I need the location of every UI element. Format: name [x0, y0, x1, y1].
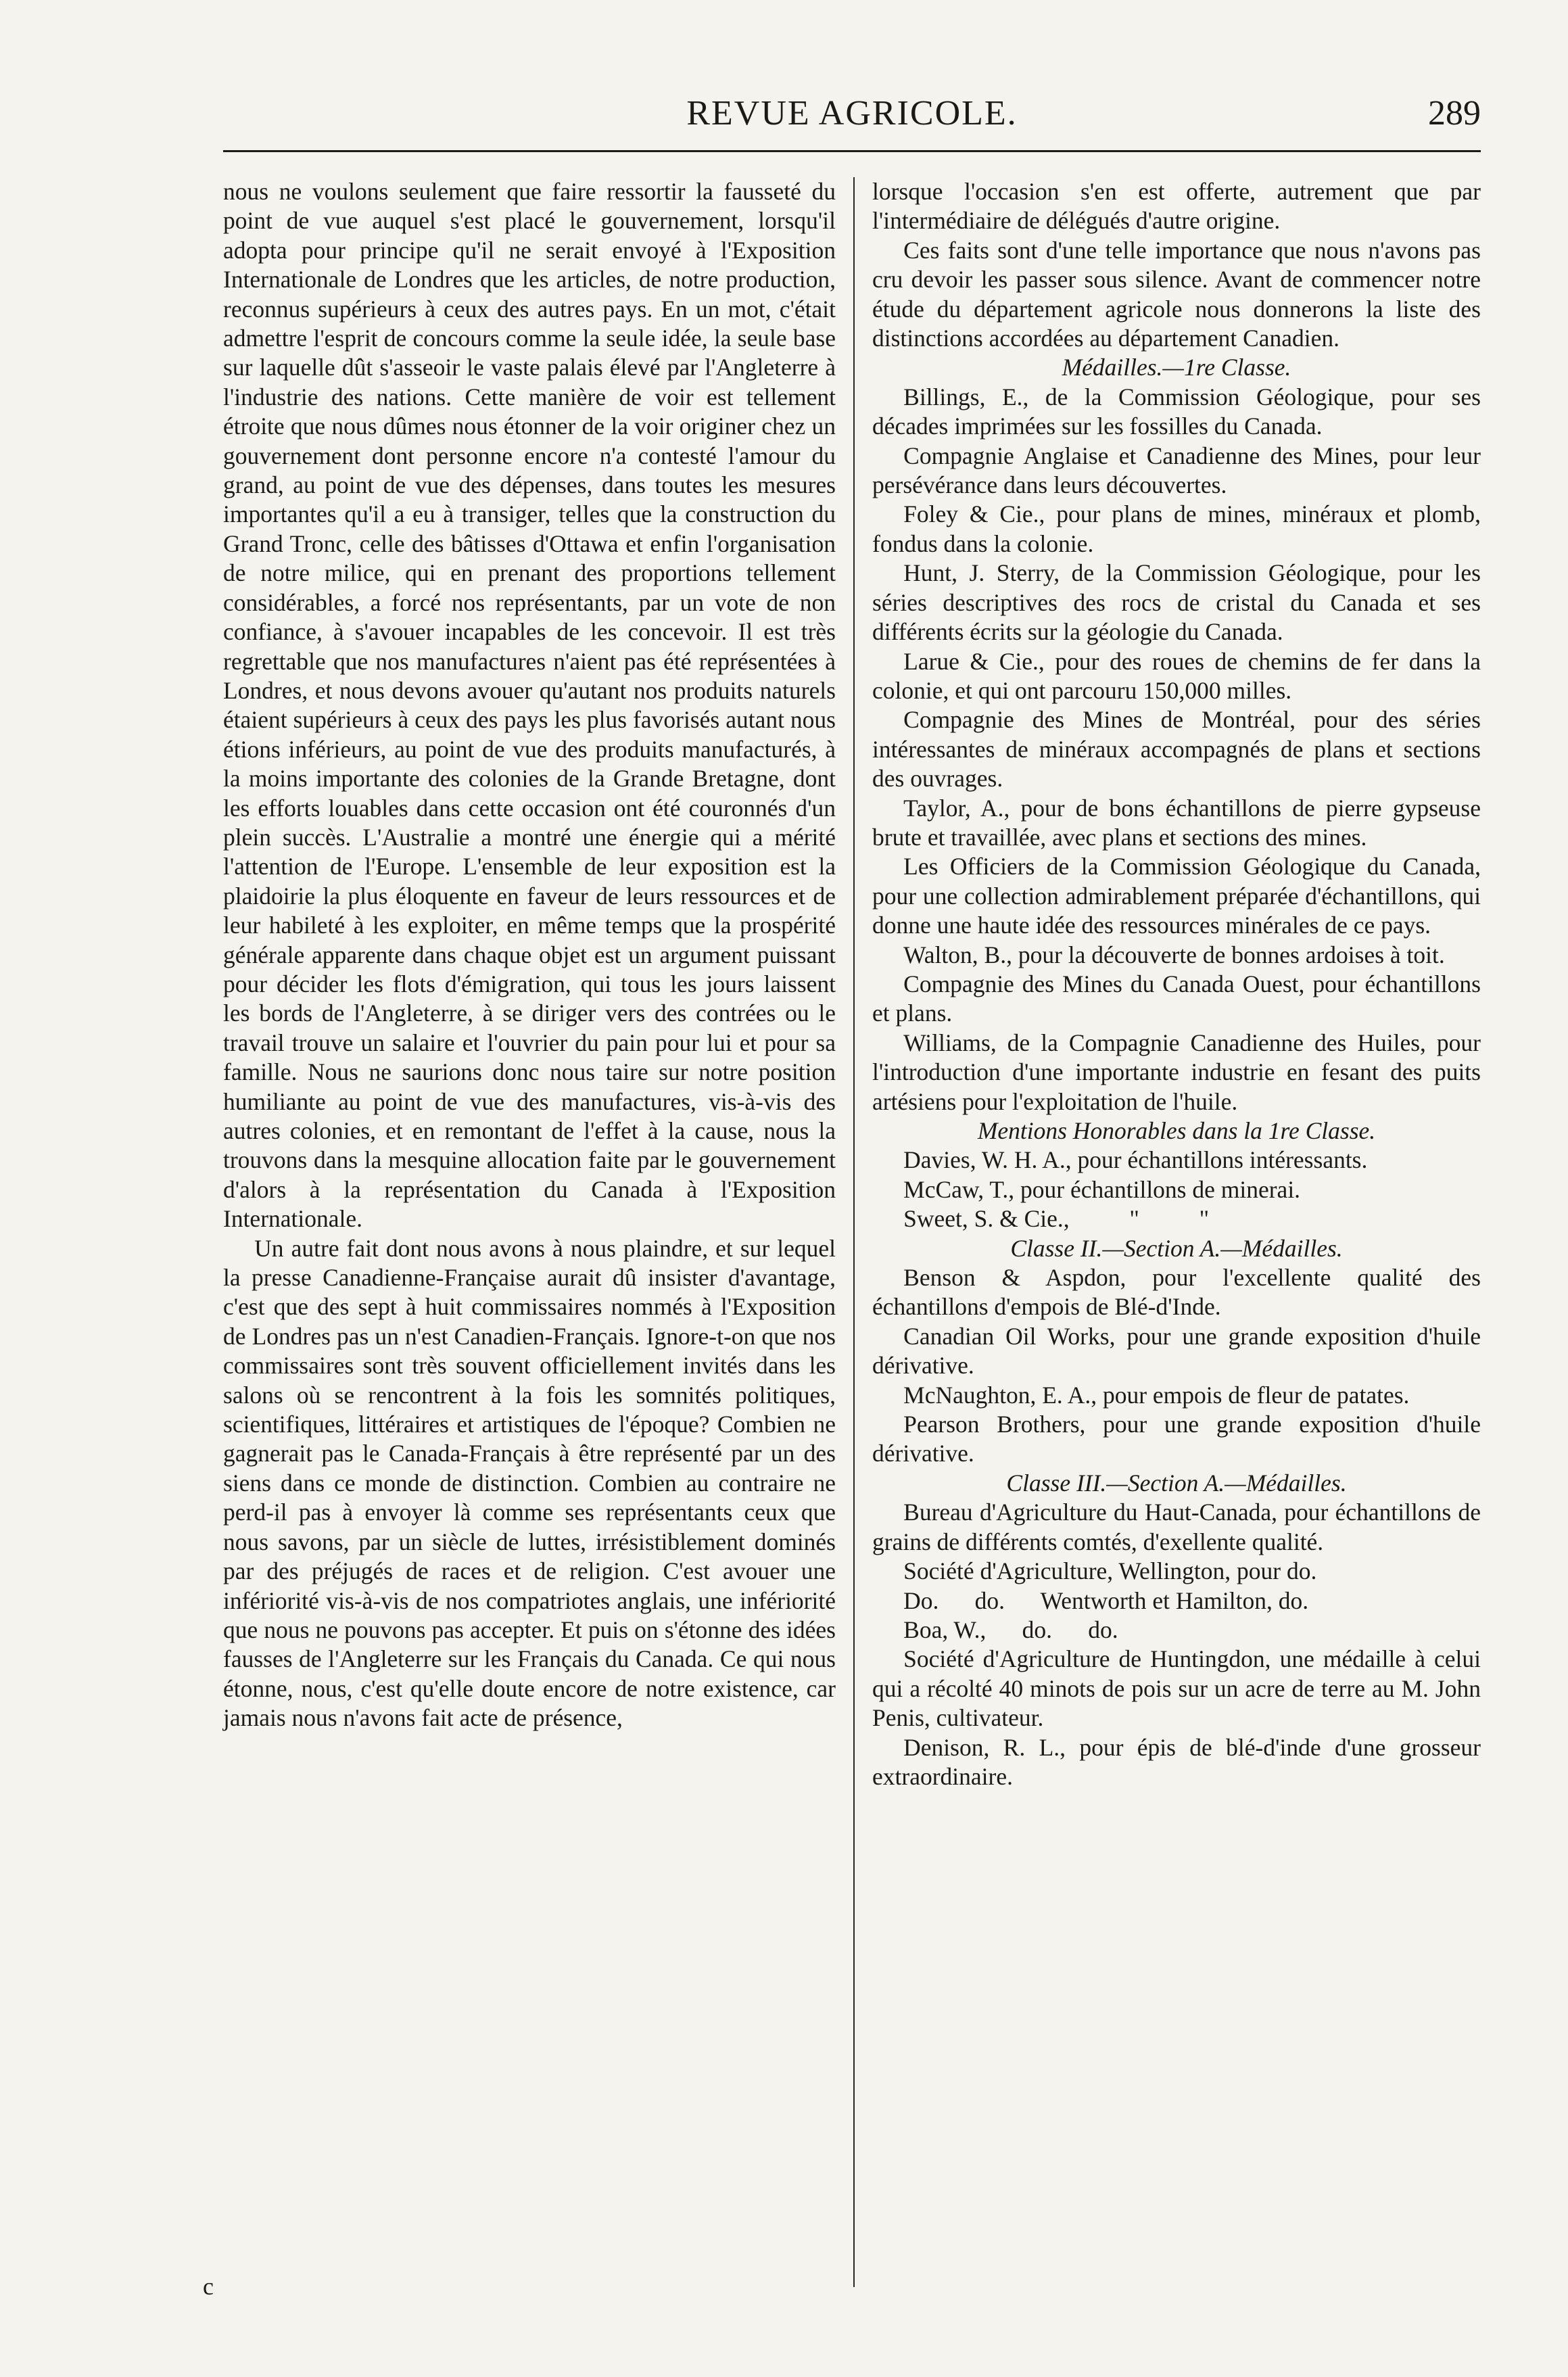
section-heading-classe-3: Classe III.—Section A.—Médailles. [1006, 1469, 1347, 1497]
page-number: 289 [1428, 94, 1481, 133]
section-heading-classe-2: Classe II.—Section A.—Médailles. [1010, 1234, 1343, 1262]
paragraph: Un autre fait dont nous avons à nous plaindre, et sur lequel la presse Canadienne-Française aurait dû insister d'avantage, c'est que des sept à huit commissaires nommés à l'Exposition de Londres pas un n'est Canadien-Français. Ignore-t-on que nos commissaires sont très souvent officiellement invités dans les salons où se rencontrent à la fois les somnités politiques, scientifiques, littéraires et artistiques de l'époque? Combien ne gagnerait pas le Canada-Français à être représenté par un des siens dans ce monde de distinction. Combien au contraire ne perd-il pas à envoyer là comme ses représentants ceux que nous savons, par un siècle de luttes, irrésistiblement dominés par des préjugés de races et de religion. C'est avouer une infériorité vis-à-vis de nos compatriotes anglais, une infériorité que nous ne pouvons pas accepter. Et puis on s'étonne des idées fausses de l'Angleterre sur les Français du Canada. Ce qui nous étonne, nous, c'est qu'elle doute encore de notre existence, car jamais nous n'avons fait acte de présence, [223, 1234, 836, 1732]
running-header [223, 87, 1481, 141]
paragraph: Ces faits sont d'une telle importance que nous n'avons pas cru devoir les passer sous silence. Avant de commencer notre étude du département agricole nous donnerons la liste des distinctions accordées au département Canadien. [872, 236, 1481, 352]
award-entry: Taylor, A., pour de bons échantillons de pierre gypseuse brute et travaillée, avec plans et sections des mines. [872, 794, 1481, 851]
award-entry: Boa, W., do. do. [903, 1616, 1118, 1643]
award-entry: Denison, R. L., pour épis de blé-d'inde d'une grosseur extraordinaire. [872, 1733, 1481, 1790]
award-entry: Société d'Agriculture, Wellington, pour do. [903, 1557, 1317, 1585]
award-entry: Pearson Brothers, pour une grande exposition d'huile dérivative. [872, 1411, 1481, 1467]
award-entry: Société d'Agriculture de Huntingdon, une médaille à celui qui a récolté 40 minots de pois sur un acre de terre au M. John Penis, cultivateur. [872, 1645, 1481, 1732]
margin-mark: c [203, 2273, 214, 2300]
paragraph: lorsque l'occasion s'en est offerte, autrement que par l'intermédiaire de délégués d'autre origine. [872, 178, 1481, 235]
award-entry: McCaw, T., pour échantillons de minerai. [903, 1175, 1301, 1203]
left-column [223, 177, 836, 1733]
column-divider [853, 177, 855, 2287]
award-entry: Davies, W. H. A., pour échantillons intéressants. [903, 1146, 1368, 1174]
award-entry: Les Officiers de la Commission Géologique du Canada, pour une collection admirablement préparée d'échantillons, qui donne une haute idée des ressources minérales de ce pays. [872, 853, 1481, 939]
award-entry: Walton, B., pour la découverte de bonnes ardoises à toit. [903, 941, 1445, 968]
header-rule [223, 150, 1481, 152]
award-entry: Williams, de la Compagnie Canadienne des Huiles, pour l'introduction d'une importante industrie en fesant des puits artésiens pour l'exploitation de l'huile. [872, 1029, 1481, 1115]
award-entry: Compagnie des Mines du Canada Ouest, pour échantillons et plans. [872, 970, 1481, 1027]
award-entry: Compagnie des Mines de Montréal, pour des séries intéressantes de minéraux accompagnés de plans et sections des ouvrages. [872, 706, 1481, 793]
award-entry: McNaughton, E. A., pour empois de fleur de patates. [903, 1381, 1410, 1409]
journal-title: REVUE AGRICOLE. [686, 94, 1018, 133]
award-entry: Do. do. Wentworth et Hamilton, do. [903, 1586, 1309, 1614]
award-entry: Benson & Aspdon, pour l'excellente qualité des échantillons d'empois de Blé-d'Inde. [872, 1264, 1481, 1321]
award-entry: Compagnie Anglaise et Canadienne des Mines, pour leur persévérance dans leurs découvertes. [872, 442, 1481, 499]
right-column [872, 177, 1481, 1791]
section-heading-medailles: Médailles.—1re Classe. [1062, 354, 1291, 381]
section-heading-mentions: Mentions Honorables dans la 1re Classe. [977, 1117, 1376, 1144]
award-entry: Bureau d'Agriculture du Haut-Canada, pour échantillons de grains de différents comtés, d'exellente qualité. [872, 1499, 1481, 1555]
award-entry: Hunt, J. Sterry, de la Commission Géologique, pour les séries descriptives des rocs de cristal du Canada et ses différents écrits sur la géologie du Canada. [872, 559, 1481, 646]
award-entry: Canadian Oil Works, pour une grande exposition d'huile dérivative. [872, 1322, 1481, 1380]
paragraph: nous ne voulons seulement que faire ressortir la fausseté du point de vue auquel s'est placé le gouvernement, lorsqu'il adopta pour principe qu'il ne serait envoyé à l'Exposition Internationale de Londres que les articles, de notre production, reconnus supérieurs à ceux des autres pays. En un mot, c'était admettre l'esprit de concours comme la seule idée, la seule base sur laquelle dût s'asseoir le vaste palais élevé par l'Angleterre à l'industrie des nations. Cette manière de voir est tellement étroite que nous dûmes nous étonner de la voir originer chez un gouvernement dont personne encore n'a contesté l'amour du grand, au point de vue des dépenses, dans toutes les mesures importantes qu'il a eu à transiger, telles que la construction du Grand Tronc, celle des bâtisses d'Ottawa et enfin l'organisation de notre milice, qui en prenant des proportions tellement considérables, a forcé nos représentants, par un vote de non confiance, à s'avouer incapables de les concevoir. Il est très regrettable que nos manufactures n'aient pas été représentées à Londres, et nous devons avouer qu'autant nos produits naturels étaient supérieurs à ceux des pays les plus favorisés autant nous étions inférieurs, au point de vue des produits manufacturés, à la moins importante des colonies de la Grande Bretagne, dont les efforts louables dans cette occasion ont été couronnés d'un plein succès. L'Australie a montré une énergie qui a mérité l'attention de l'Europe. L'ensemble de leur exposition est la plaidoirie la plus éloquente en faveur de leurs ressources et de leur habileté à les exploiter, en même temps que la prospérité générale apparente dans chaque objet est un argument puissant pour décider les flots d'émigration, qui tous les jours laissent les bords de l'Angleterre, à se diriger vers des contrées ou le travail trouve un salaire et l'ouvrier du pain pour lui et pour sa famille. Nous ne saurions donc nous taire sur notre position humiliante au point de vue des manufactures, vis-à-vis des autres colonies, et en remontant de l'effet à la cause, nous la trouvons dans la mesquine allocation faite par le gouvernement d'alors à la représentation du Canada à l'Exposition Internationale. [223, 178, 836, 1233]
award-entry: Billings, E., de la Commission Géologique, pour ses décades imprimées sur les fossilles du Canada. [872, 383, 1481, 440]
award-entry: Foley & Cie., pour plans de mines, minéraux et plomb, fondus dans la colonie. [872, 500, 1481, 557]
award-entry: Larue & Cie., pour des roues de chemins de fer dans la colonie, et qui ont parcouru 150,000 milles. [872, 647, 1481, 704]
award-entry: Sweet, S. & Cie., " " [903, 1205, 1210, 1233]
